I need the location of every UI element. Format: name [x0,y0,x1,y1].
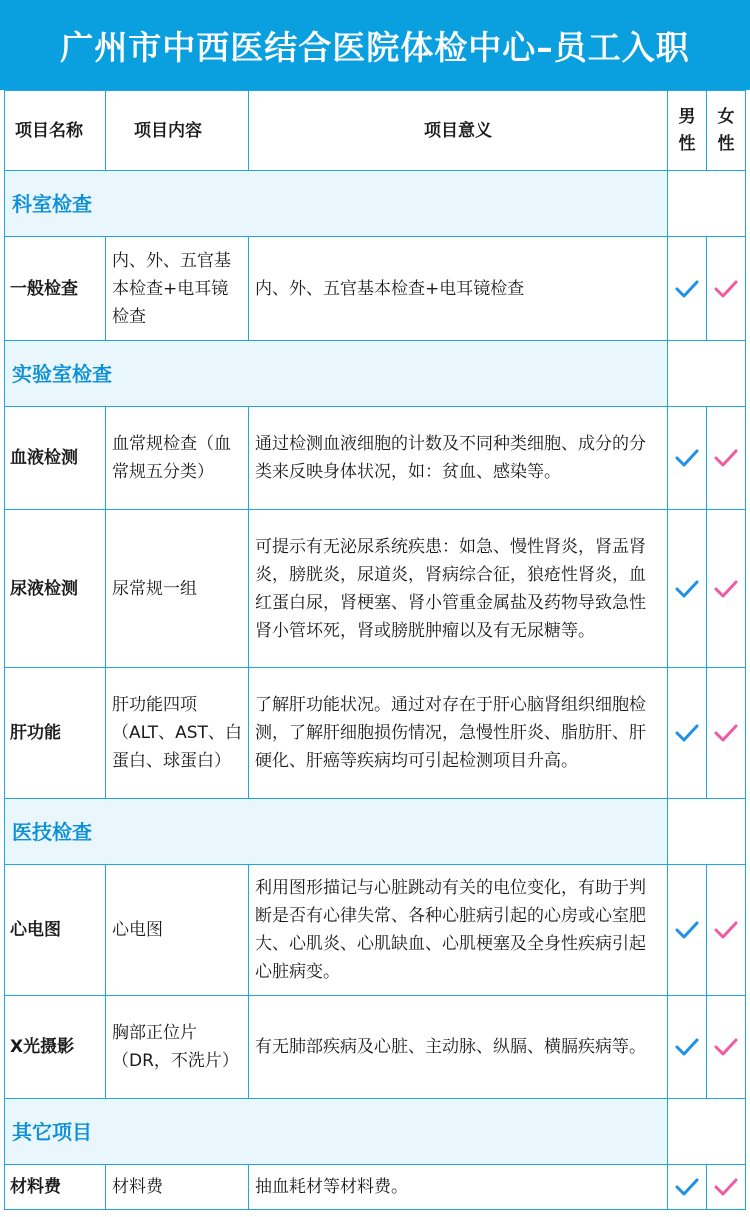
item-content: 胸部正位片（DR，不洗片） [106,996,249,1099]
table-row [5,865,746,996]
section-blank [668,799,746,865]
item-content: 心电图 [106,865,249,996]
item-meaning: 可提示有无泌尿系统疾患：如急、慢性肾炎，肾盂肾炎，膀胱炎，尿道炎，肾病综合征，狼疮性肾炎，血红蛋白尿，肾梗塞、肾小管重金属盐及药物导致急性肾小管坏死，肾或膀胱肿瘤以及有无尿糖等。 [249,510,668,668]
section-row [5,1099,746,1165]
item-content: 肝功能四项（ALT、AST、白蛋白、球蛋白） [106,668,249,799]
male-check-icon [668,407,707,510]
column-header-content: 项目内容 [106,91,249,171]
table-row [5,1165,746,1210]
item-name: 心电图 [5,865,106,996]
item-meaning: 通过检测血液细胞的计数及不同种类细胞、成分的分类来反映身体状况，如：贫血、感染等。 [249,407,668,510]
section-row [5,341,746,407]
item-name: 血液检测 [5,407,106,510]
item-name: 材料费 [5,1165,106,1210]
male-check-icon [668,1165,707,1210]
item-meaning: 内、外、五官基本检查+电耳镜检查 [249,237,668,341]
item-content: 尿常规一组 [106,510,249,668]
page-header [0,0,750,90]
item-meaning: 有无肺部疾病及心脏、主动脉、纵膈、横膈疾病等。 [249,996,668,1099]
item-meaning: 抽血耗材等材料费。 [249,1165,668,1210]
item-name: 一般检查 [5,237,106,341]
male-check-icon [668,237,707,341]
female-check-icon [707,407,746,510]
section-blank [668,171,746,237]
male-check-icon [668,668,707,799]
male-check-icon [668,996,707,1099]
male-check-icon [668,510,707,668]
table-row [5,237,746,341]
female-check-icon [707,996,746,1099]
item-name: X光摄影 [5,996,106,1099]
table-row [5,407,746,510]
column-header-female: 女 性 [707,91,746,171]
item-name: 肝功能 [5,668,106,799]
male-check-icon [668,865,707,996]
table-row [5,996,746,1099]
table-header-row [5,91,746,171]
section-title: 其它项目 [5,1099,668,1165]
column-header-male: 男 性 [668,91,707,171]
item-content: 内、外、五官基本检查+电耳镜检查 [106,237,249,341]
section-row [5,171,746,237]
column-header-name: 项目名称 [5,91,106,171]
page-title: 广州市中西医结合医院体检中心–员工入职 [60,27,690,67]
section-title: 实验室检查 [5,341,668,407]
female-check-icon [707,668,746,799]
item-meaning: 了解肝功能状况。通过对存在于肝心脑肾组织细胞检测，了解肝细胞损伤情况，急慢性肝炎、脂肪肝、肝硬化、肝癌等疾病均可引起检测项目升高。 [249,668,668,799]
female-check-icon [707,1165,746,1210]
section-title: 医技检查 [5,799,668,865]
section-row [5,799,746,865]
table-row [5,668,746,799]
exam-table [4,90,746,1210]
item-content: 材料费 [106,1165,249,1210]
item-meaning: 利用图形描记与心脏跳动有关的电位变化，有助于判断是否有心律失常、各种心脏病引起的心房或心室肥大、心肌炎、心肌缺血、心肌梗塞及全身性疾病引起心脏病变。 [249,865,668,996]
section-blank [668,1099,746,1165]
item-name: 尿液检测 [5,510,106,668]
female-check-icon [707,510,746,668]
section-title: 科室检查 [5,171,668,237]
column-header-meaning: 项目意义 [249,91,668,171]
table-row [5,510,746,668]
item-content: 血常规检查（血常规五分类） [106,407,249,510]
section-blank [668,341,746,407]
female-check-icon [707,237,746,341]
female-check-icon [707,865,746,996]
